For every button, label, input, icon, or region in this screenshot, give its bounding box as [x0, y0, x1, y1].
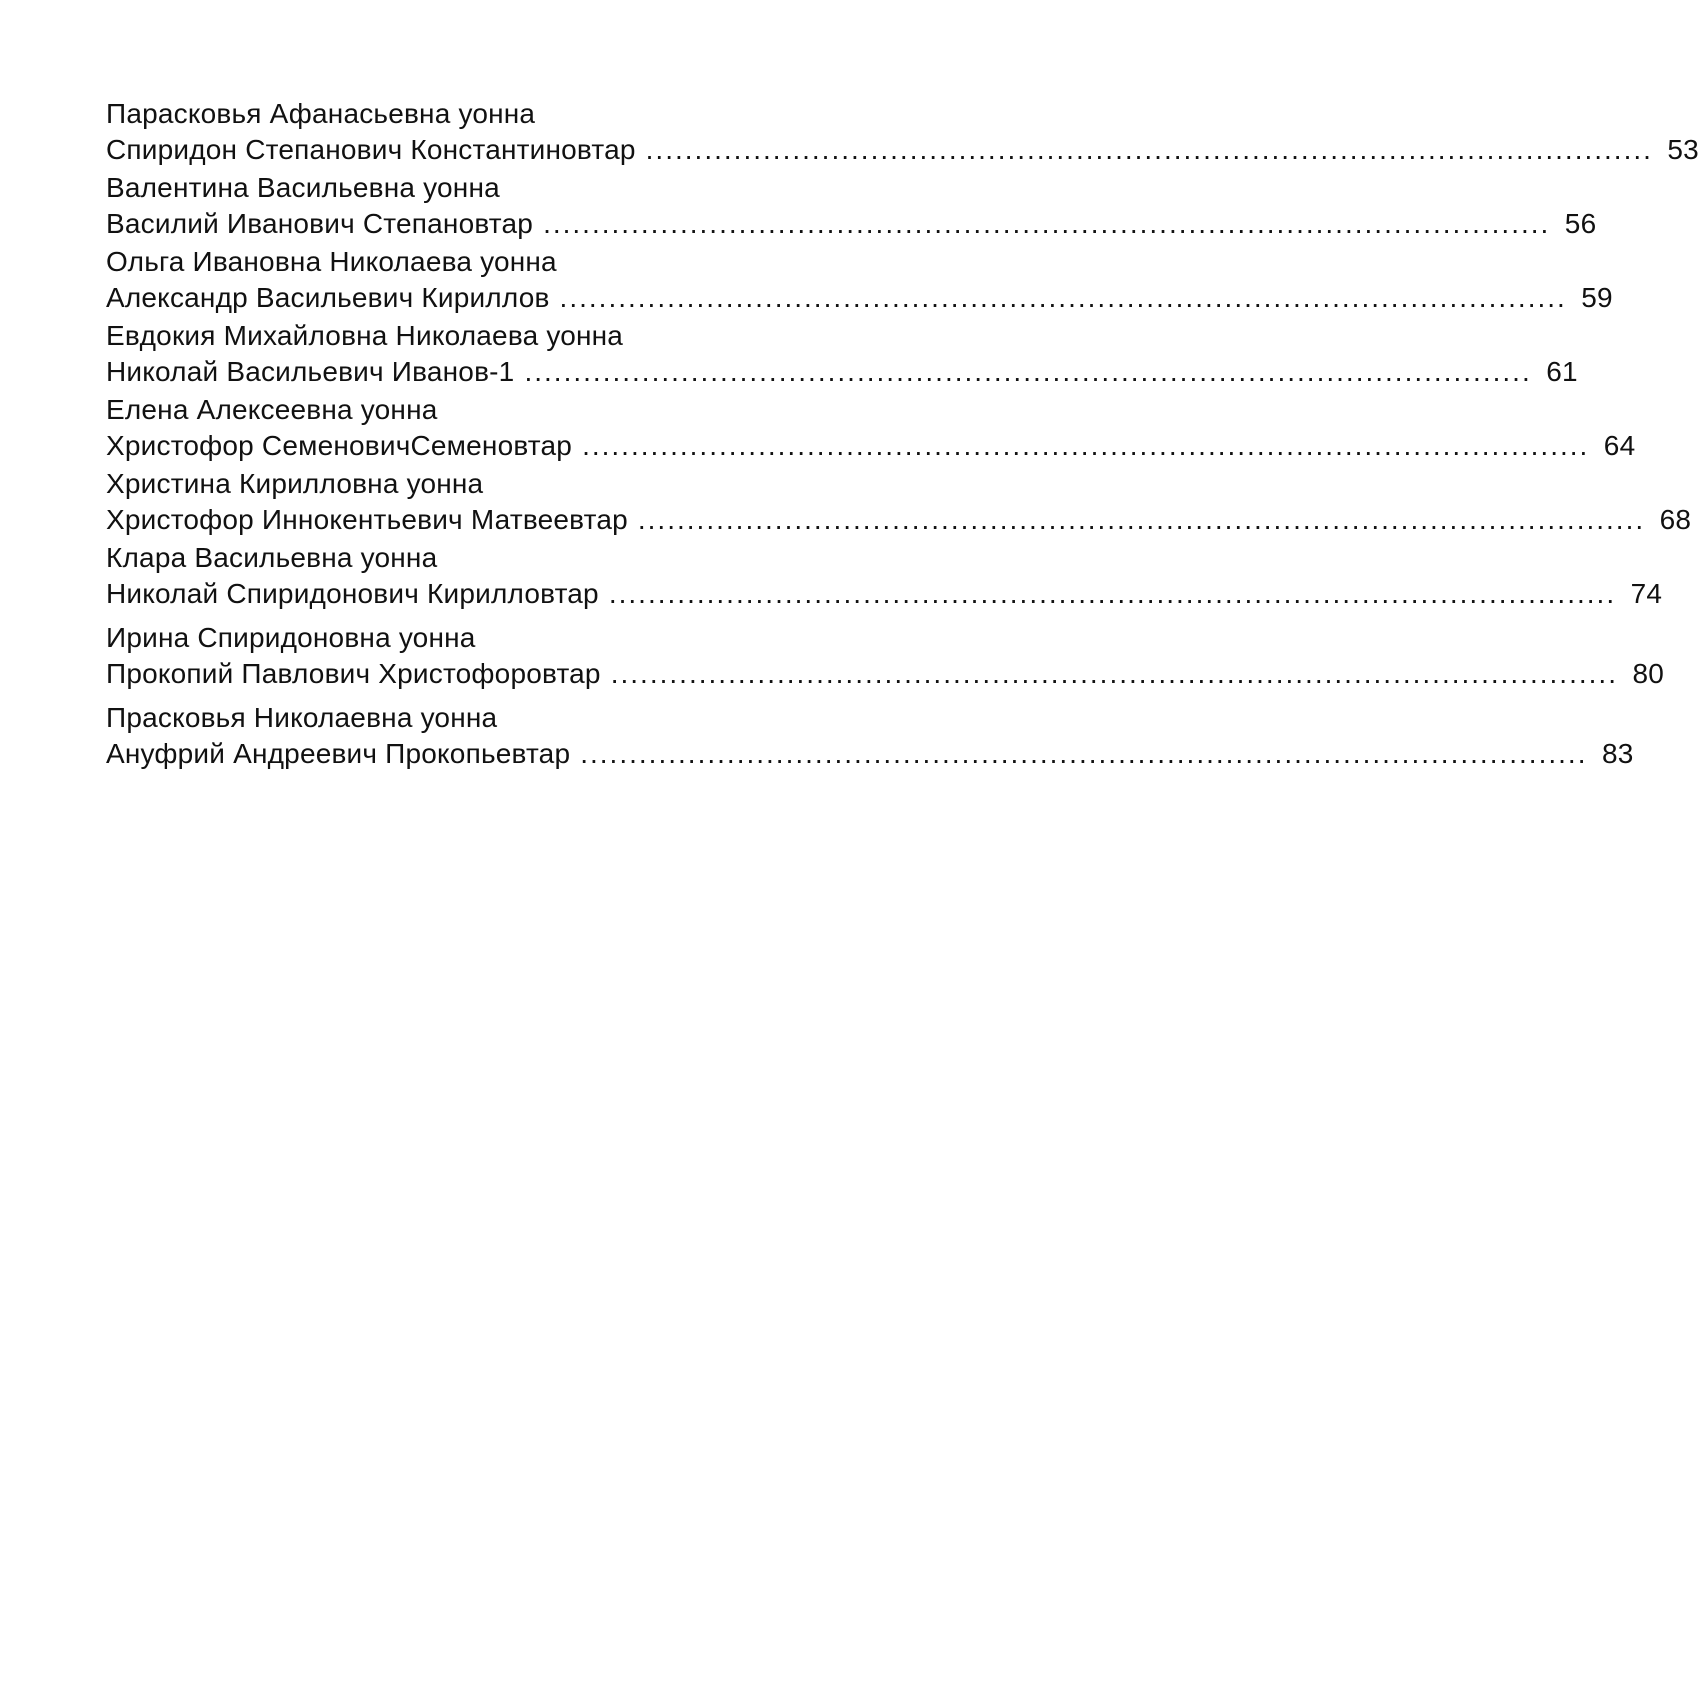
toc-entry-title: Христофор Иннокентьевич Матвеевтар	[106, 504, 628, 535]
dot-leader: .......................................................................................................	[524, 356, 1532, 387]
toc-entry-page-number: 74	[1630, 578, 1663, 609]
toc-entry-page-number: 59	[1581, 282, 1613, 313]
toc-entry-subtitle: Елена Алексеевна уонна	[106, 394, 438, 425]
toc-entry-line	[106, 428, 1636, 464]
toc-entry-subtitle: Евдокия Михайловна Николаева уонна	[106, 320, 624, 351]
toc-entry	[106, 700, 1634, 772]
toc-entry-subtitle: Ирина Спиридоновна уонна	[106, 622, 476, 653]
toc-entry	[106, 620, 1664, 692]
toc-entry-title: Александр Васильевич Кириллов	[106, 282, 550, 313]
toc-entry-subtitle: Ольга Ивановна Николаева уонна	[106, 246, 557, 277]
toc-entry	[106, 392, 1636, 464]
toc-entry-subtitle: Клара Васильевна уонна	[106, 542, 438, 573]
toc-entry	[106, 170, 1597, 242]
toc-entry-line	[106, 354, 1578, 390]
toc-entry-line	[106, 280, 1613, 316]
dot-leader: .......................................................................................................	[608, 578, 1617, 609]
toc-entry-title: Василий Иванович Степановтар	[106, 208, 534, 239]
toc-entry-title: Николай Васильевич Иванов-1	[106, 356, 515, 387]
dot-leader: .......................................................................................................	[645, 134, 1653, 165]
dot-leader: .......................................................................................................	[582, 430, 1590, 461]
toc-entry-page-number: 56	[1564, 208, 1597, 239]
toc-entry-page-number: 64	[1603, 430, 1636, 461]
toc-entry-line	[106, 736, 1634, 772]
toc-entry-title: Ануфрий Андреевич Прокопьевтар	[106, 738, 571, 769]
toc-entry-subtitle: Парасковья Афанасьевна уонна	[106, 98, 536, 129]
toc-entry-title: Николай Спиридонович Кирилловтар	[106, 578, 599, 609]
toc-entry-subtitle: Прасковья Николаевна уонна	[106, 702, 498, 733]
toc-entry	[106, 540, 1663, 612]
toc-entry-page-number: 83	[1601, 738, 1634, 769]
toc-entry-page-number: 61	[1546, 356, 1578, 387]
toc-entry-line	[106, 206, 1597, 242]
toc-entry-line	[106, 656, 1664, 692]
toc-entry-line	[106, 576, 1663, 612]
dot-leader: .......................................................................................................	[559, 282, 1567, 313]
dot-leader: .......................................................................................................	[580, 738, 1588, 769]
dot-leader: .......................................................................................................	[543, 208, 1551, 239]
toc-entry-page-number: 53	[1667, 134, 1699, 165]
toc-entry	[106, 466, 1692, 538]
toc-entry-title: Христофор СеменовичСеменовтар	[106, 430, 573, 461]
table-of-contents	[106, 96, 1699, 772]
toc-entry	[106, 318, 1578, 390]
dot-leader: .......................................................................................................	[637, 504, 1646, 535]
toc-entry	[106, 96, 1699, 168]
toc-entry	[106, 244, 1613, 316]
toc-entry-subtitle: Христина Кирилловна уонна	[106, 468, 484, 499]
dot-leader: .......................................................................................................	[610, 658, 1618, 689]
toc-entry-title: Спиридон Степанович Константиновтар	[106, 134, 636, 165]
toc-entry-page-number: 80	[1632, 658, 1664, 689]
toc-entry-title: Прокопий Павлович Христофоровтар	[106, 658, 601, 689]
toc-entry-subtitle: Валентина Васильевна уонна	[106, 172, 500, 203]
toc-entry-line	[106, 502, 1692, 538]
toc-entry-page-number: 68	[1659, 504, 1692, 535]
toc-entry-line	[106, 132, 1699, 168]
